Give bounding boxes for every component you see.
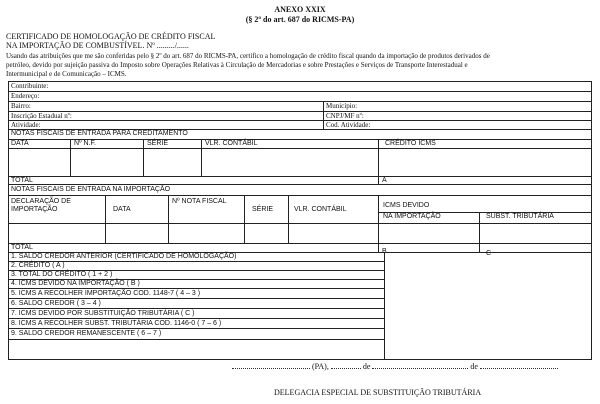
preamble-line-2: petróleo, devido por sujeição passiva do Imposto sobre Operações Relativas à Circulação de Mercadorias e sobre Prestações e Serviços de Transporte Interestadual e bbox=[6, 61, 468, 69]
summary-line-9: 9. SALDO CREDOR REMANESCENTE ( 6 – 7 ) bbox=[11, 330, 162, 337]
import-total-letter-b: B bbox=[382, 248, 387, 255]
import-col-valor: VLR. CONTÁBIL bbox=[294, 206, 347, 213]
municipio-field[interactable]: Município: bbox=[326, 102, 358, 110]
credit-col-data: DATA bbox=[11, 140, 29, 147]
date-de-1: de bbox=[362, 362, 371, 371]
certificate-number: NA IMPORTAÇÃO DE COMBUSTÍVEL. Nº ........./...... bbox=[6, 41, 189, 50]
agency-name: DELEGACIA ESPECIAL DE SUBSTITUIÇÃO TRIBUTÁRIA bbox=[274, 388, 482, 397]
summary-line-3: 3. TOTAL DO CRÉDITO ( 1 + 2 ) bbox=[11, 271, 113, 278]
date-de-2: de bbox=[470, 362, 478, 371]
credit-col-nf: Nº N.F. bbox=[74, 140, 97, 147]
import-col-na-importacao: NA IMPORTAÇÃO bbox=[383, 213, 441, 220]
credit-col-valor: VLR. CONTÁBIL bbox=[205, 140, 258, 147]
summary-line-1: 1. SALDO CREDOR ANTERIOR (CERTIFICADO DE HOMOLOGAÇÃO) bbox=[11, 253, 237, 260]
import-col-icms: ICMS DEVIDO bbox=[383, 202, 430, 209]
credit-section-title: NOTAS FISCAIS DE ENTRADA PARA CREDITAMENTO bbox=[11, 130, 188, 137]
annex-article: (§ 2º do art. 687 do RICMS-PA) bbox=[245, 15, 355, 24]
import-col-nota: Nº NOTA FISCAL bbox=[172, 198, 227, 205]
import-col-data: DATA bbox=[113, 206, 131, 213]
summary-line-6: 6. SALDO CREDOR ( 3 – 4 ) bbox=[11, 300, 101, 307]
summary-line-2: 2. CRÉDITO ( A ) bbox=[11, 262, 65, 269]
preamble-line-1: Usando das atribuições que me são conferidas pelo § 2º do art. 687 do RICMS-PA, certifico a homologação de crédito fiscal quando da importação de produtos derivados de bbox=[6, 52, 490, 60]
import-total-label: TOTAL bbox=[11, 244, 33, 251]
import-total-letter-c: C bbox=[486, 250, 492, 257]
place-suffix: (PA), bbox=[312, 362, 329, 371]
cod-atividade-field[interactable]: Cod. Atividade: bbox=[326, 121, 371, 129]
summary-line-7: 7. ICMS DEVIDO POR SUBSTITUIÇÃO TRIBUTÁRIA ( C ) bbox=[11, 310, 195, 317]
import-section-title: NOTAS FISCAIS DE ENTRADA NA IMPORTAÇÃO bbox=[11, 186, 171, 193]
date-place-line[interactable] bbox=[232, 362, 558, 371]
credit-total-label: TOTAL bbox=[11, 177, 33, 184]
preamble-line-3: Intermunicipal e de Comunicação – ICMS. bbox=[6, 70, 127, 78]
summary-line-8: 8. ICMS A RECOLHER SUBST. TRIBUTÁRIA COD. 1146-0 ( 7 – 6 ) bbox=[11, 320, 222, 327]
inscricao-field[interactable]: Inscrição Estadual nº: bbox=[11, 112, 72, 120]
certificate-title: CERTIFICADO DE HOMOLOGAÇÃO DE CRÉDITO FISCAL bbox=[6, 32, 216, 41]
atividade-field[interactable]: Atividade: bbox=[11, 121, 41, 129]
import-col-declaracao: DECLARAÇÃO DE IMPORTAÇÃO bbox=[11, 198, 71, 213]
summary-line-5: 5. ICMS A RECOLHER IMPORTAÇÃO COD. 1148-7 ( 4 – 3 ) bbox=[11, 290, 201, 297]
bairro-field[interactable]: Bairro: bbox=[11, 102, 31, 110]
cnpj-field[interactable]: CNPJ/MF nº: bbox=[326, 112, 364, 120]
credit-col-serie: SÉRIE bbox=[147, 140, 169, 147]
endereco-field[interactable]: Endereço: bbox=[11, 92, 40, 100]
import-col-serie: SÉRIE bbox=[252, 206, 274, 213]
import-col-subst: SUBST. TRIBUTÁRIA bbox=[486, 213, 554, 220]
summary-line-4: 4. ICMS DEVIDO NA IMPORTAÇÃO ( B ) bbox=[11, 280, 140, 287]
annex-title: ANEXO XXIX bbox=[274, 5, 326, 14]
credit-col-icms: CRÉDITO ICMS bbox=[385, 140, 436, 147]
contribuinte-field[interactable]: Contribuinte: bbox=[11, 82, 49, 90]
credit-total-letter: A bbox=[382, 177, 387, 184]
